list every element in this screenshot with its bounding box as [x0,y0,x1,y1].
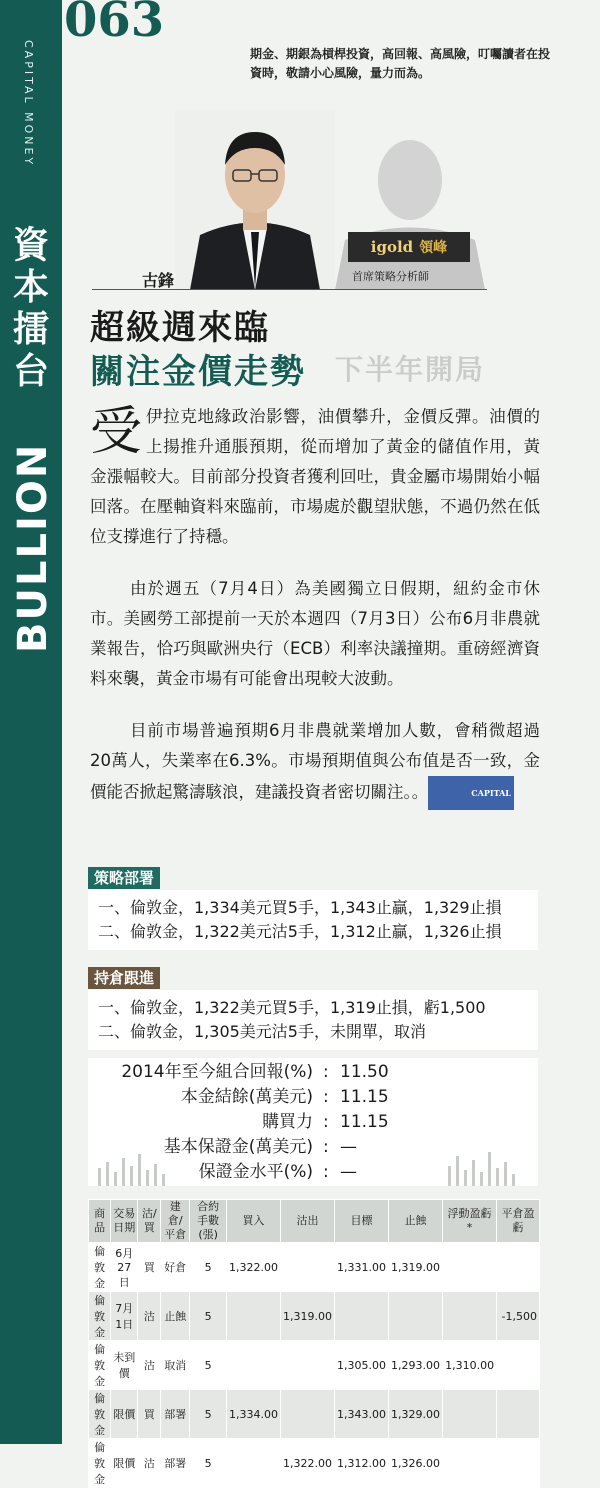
table-cell [497,1390,540,1439]
table-cell: 1,334.00 [227,1390,281,1439]
table-cell [497,1243,540,1292]
stat-row [88,1160,538,1184]
table-cell [442,1439,496,1488]
stat-label: 保證金水平(%) [198,1162,313,1182]
table-cell: 1,322.00 [227,1243,281,1292]
paragraph-1-text: 伊拉克地緣政治影響，油價攀升，金價反彈。油價的上揚推升通脹預期，從而增加了黃金的儲值作用，黃金漲幅較大。目前部分投資者獲利回吐，貴金屬市場開始小幅回落。在壓軸資料來臨前，市場處於觀望狀態，不過仍然在低位支撐進行了持穩。 [90,407,540,546]
table-cell: 1,310.00 [442,1341,496,1390]
divider [92,289,487,290]
table-cell [281,1243,335,1292]
table-cell: 1,326.00 [389,1439,443,1488]
table-cell: 1,312.00 [335,1439,389,1488]
stat-row [88,1135,538,1159]
stat-value: 11.15 [340,1112,389,1132]
strategy-item: 一、倫敦金，1,334美元買5手，1,343止贏，1,329止損 [98,898,502,917]
table-cell: 倫敦金 [89,1243,111,1292]
stat-colon: : [323,1137,329,1157]
table-cell [389,1292,443,1341]
table-cell: 止蝕 [161,1292,190,1341]
column-header: 沽/買 [138,1200,161,1243]
stat-label: 購買力 [262,1112,313,1132]
headline-line1: 超級週來臨 [90,308,270,348]
column-title-en: BULLION [10,442,56,653]
author-name: 古鋒 [142,271,175,290]
table-cell [281,1390,335,1439]
table-cell: 部署 [161,1439,190,1488]
strategy-label: 策略部署 [88,867,160,889]
table-cell: 5 [190,1341,227,1390]
ghost-photo [325,120,495,290]
table-row [89,1292,540,1341]
column-header: 止蝕 [389,1200,443,1243]
column-header: 建倉/平倉 [161,1200,190,1243]
igold-logo [348,232,470,262]
stat-value: 11.50 [340,1062,389,1082]
stat-row [88,1085,538,1109]
capital-money-label: CAPITAL MONEY [22,40,35,168]
column-header: 交易日期 [111,1200,138,1243]
ghost-headline: 下半年開局 [335,353,486,386]
table-cell: 倫敦金 [89,1341,111,1390]
table-row [89,1243,540,1292]
table-cell: 買 [138,1390,161,1439]
portfolio-stats [88,1058,538,1186]
table-cell: -1,500 [497,1292,540,1341]
table-cell: 5 [190,1243,227,1292]
author-photo-area [175,110,495,290]
stat-colon: : [323,1062,329,1082]
column-header: 合約手數(張) [190,1200,227,1243]
table-cell: 取消 [161,1341,190,1390]
table-cell: 5 [190,1390,227,1439]
stat-label: 2014年至今組合回報(%) [121,1062,313,1082]
table-cell: 7月1日 [111,1292,138,1341]
table-cell: 好倉 [161,1243,190,1292]
trade-table-body [89,1243,540,1488]
stat-value: — [340,1137,357,1157]
sidebar [0,0,62,1444]
table-cell: 5 [190,1292,227,1341]
table-cell: 1,305.00 [335,1341,389,1390]
table-cell: 倫敦金 [89,1390,111,1439]
stat-row [88,1110,538,1134]
column-header: 買入 [227,1200,281,1243]
column-header: 浮動盈虧* [442,1200,496,1243]
table-cell [442,1243,496,1292]
table-cell: 1,343.00 [335,1390,389,1439]
column-header: 平倉盈虧 [497,1200,540,1243]
table-cell [335,1292,389,1341]
table-cell: 未到價 [111,1341,138,1390]
strategy-item: 二、倫敦金，1,322美元沽5手，1,312止贏，1,326止損 [98,922,502,941]
table-cell: 1,329.00 [389,1390,443,1439]
table-cell: 沽 [138,1439,161,1488]
author-role: 首席策略分析師 [352,270,429,283]
column-header: 目標 [335,1200,389,1243]
author-photo [175,110,335,290]
headline [90,306,306,394]
stat-colon: : [323,1087,329,1107]
table-cell: 部署 [161,1390,190,1439]
header-row [89,1200,540,1243]
article-body [90,402,540,810]
table-cell: 1,293.00 [389,1341,443,1390]
column-header: 沽出 [281,1200,335,1243]
stat-value: 11.15 [340,1087,389,1107]
table-cell: 1,319.00 [389,1243,443,1292]
table-cell: 5 [190,1439,227,1488]
disclaimer: 期金、期銀為槓桿投資，高回報、高風險，叮囑讀者在投資時，敬請小心風險，量力而為。 [250,47,551,80]
headline-line2: 關注金價走勢 [90,352,306,392]
table-row [89,1439,540,1488]
paragraph-1 [90,402,540,552]
table-cell: 1,319.00 [281,1292,335,1341]
stat-colon: : [323,1162,329,1182]
table-cell [497,1439,540,1488]
column-title-zh: 資本擂台 [12,225,49,392]
table-cell: 倫敦金 [89,1292,111,1341]
stat-value: — [340,1162,357,1182]
paragraph-3-text: 目前市場普遍預期6月非農就業增加人數，會稍微超過20萬人，失業率在6.3%。市場預期值與公布值是否一致，金價能否掀起驚濤駭浪，建議投資者密切關注。。 [90,721,540,802]
issue-number: 063 [64,0,165,48]
drop-cap: 受 [90,402,143,462]
position-item: 一、倫敦金，1,322美元買5手，1,319止損，虧1,500 [98,998,486,1017]
table-cell: 沽 [138,1292,161,1341]
table-cell: 買 [138,1243,161,1292]
table-cell: 1,331.00 [335,1243,389,1292]
table-cell [281,1341,335,1390]
table-cell [227,1439,281,1488]
stat-label: 基本保證金(萬美元) [163,1137,313,1157]
logo-text-en: igold [370,238,414,256]
strategy-box [88,890,538,950]
table-cell: 倫敦金 [89,1439,111,1488]
trade-table [88,1199,540,1488]
trade-table-head [89,1200,540,1243]
table-cell: 限價 [111,1390,138,1439]
positions-box [88,990,538,1050]
table-cell: 限價 [111,1439,138,1488]
stat-row [88,1060,538,1084]
capital-end-mark: CAPITAL [428,776,514,810]
table-cell [227,1292,281,1341]
stat-colon: : [323,1112,329,1132]
table-row [89,1341,540,1390]
table-row [89,1390,540,1439]
table-cell: 6月27日 [111,1243,138,1292]
table-cell [497,1341,540,1390]
table-cell [442,1390,496,1439]
table-cell [227,1341,281,1390]
table-cell: 1,322.00 [281,1439,335,1488]
column-header: 商品 [89,1200,111,1243]
stat-label: 本金結餘(萬美元) [180,1087,313,1107]
position-item: 二、倫敦金，1,305美元沽5手，未開單，取消 [98,1022,426,1041]
table-cell: 沽 [138,1341,161,1390]
paragraph-3 [90,716,540,810]
paragraph-2: 由於週五（7月4日）為美國獨立日假期，紐約金市休市。美國勞工部提前一天於本週四（7月3日）公布6月非農就業報告，恰巧與歐洲央行（ECB）利率決議撞期。重磅經濟資料來襲，黃金市場有可能會出現較大波動。 [90,579,540,688]
logo-text-zh: 領峰 [419,240,448,256]
table-cell [442,1292,496,1341]
positions-label: 持倉跟進 [88,967,160,989]
